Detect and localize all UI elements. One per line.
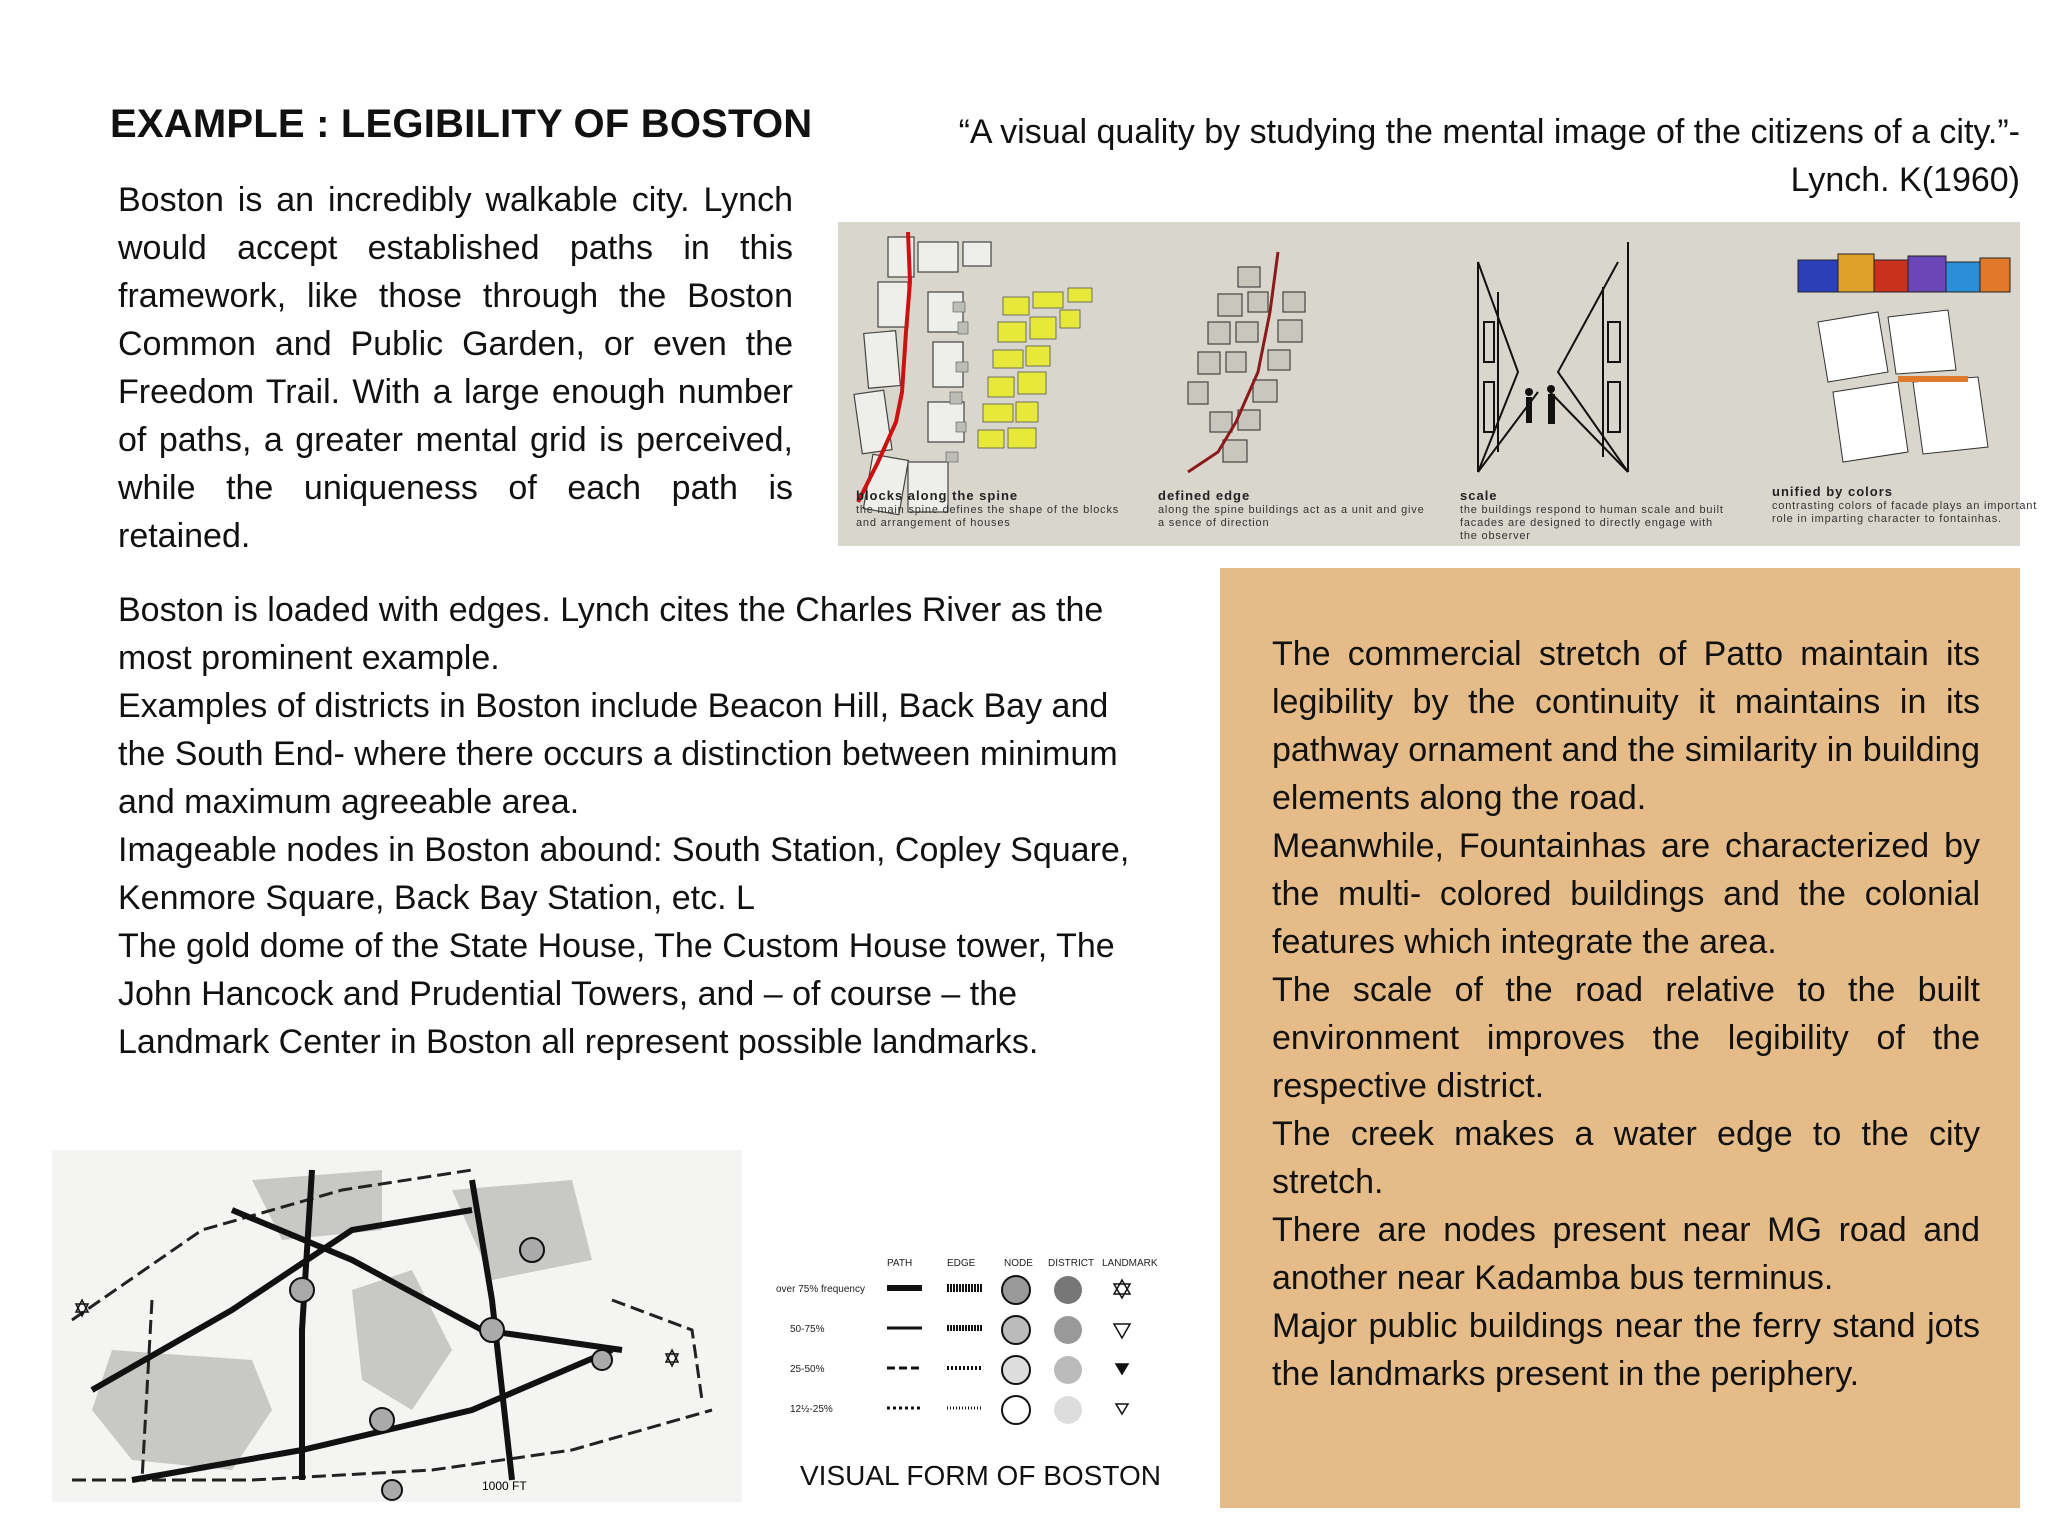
legend-nodes	[1002, 1276, 1030, 1424]
lynch-quote: “A visual quality by studying the mental image of the citizens of a city.”- Lynch. K(1960)	[958, 113, 2020, 199]
legend-row-3: 25-50%	[790, 1364, 825, 1375]
edges-text: Boston is loaded with edges. Lynch cites the Charles River as the most prominent example.	[118, 591, 1104, 677]
panel-para-fountainhas: Meanwhile, Fountainhas are characterized by the multi- colored buildings and the colonial features which integrate the area.	[1272, 827, 1980, 961]
panel-para-nodes: There are nodes present near MG road and another near Kadamba bus terminus.	[1272, 1211, 1980, 1297]
patto-fontainhas-panel	[1220, 568, 2020, 1508]
orange-strip	[1898, 376, 1968, 382]
legend-header-node: NODE	[1004, 1258, 1033, 1269]
legend-row-2: 50-75%	[790, 1324, 825, 1335]
legend-drawing	[772, 1246, 1172, 1426]
sketch-desc-edge: along the spine buildings act as a unit and give a sence of direction	[1158, 504, 1425, 529]
panel-para-patto: The commercial stretch of Patto maintain its legibility by the continuity it maintains in its pathway ornament and the similarity in building elements along the road.	[1272, 635, 1980, 817]
boston-map-drawing	[52, 1150, 742, 1502]
sketch-desc-spine: the main spine defines the shape of the blocks and arrangement of houses	[856, 504, 1120, 529]
elements-paragraph	[118, 586, 1158, 1066]
sketch-label-spine: blocks along the spine	[856, 488, 1019, 503]
legend-landmarks	[1114, 1280, 1130, 1414]
legend-row-4: 12½-25%	[790, 1404, 833, 1415]
edge-sketch	[1188, 267, 1305, 462]
districts-text: Examples of districts in Boston include Beacon Hill, Back Bay and the South End- where there occurs a distinction between minimum and maximum agreeable area.	[118, 687, 1118, 821]
map-scale-label: 1000 FT	[482, 1479, 527, 1493]
legend-header-landmark: LANDMARK	[1102, 1258, 1158, 1269]
sketch-label-scale: scale	[1460, 488, 1498, 503]
legend-districts	[1054, 1276, 1082, 1424]
district-blocks	[978, 288, 1092, 448]
sketch-desc-scale: the buildings respond to human scale and built facades are designed to directly engage with the observer	[1460, 504, 1724, 542]
nodes-text: Imageable nodes in Boston abound: South Station, Copley Square, Kenmore Square, Back Bay Station, etc. L	[118, 831, 1130, 917]
sketch-strip	[838, 222, 2038, 546]
color-facades	[1798, 254, 2010, 292]
boston-map	[52, 1150, 742, 1502]
panel-para-landmarks: Major public buildings near the ferry stand jots the landmarks present in the periphery.	[1272, 1307, 1980, 1393]
legend-header-path: PATH	[887, 1258, 913, 1269]
map-districts	[92, 1170, 592, 1470]
page-title: EXAMPLE : LEGIBILITY OF BOSTON	[110, 102, 813, 146]
legend-row-1: over 75% frequency	[776, 1284, 865, 1295]
legend-path-lines	[887, 1288, 922, 1408]
panel-para-creek: The creek makes a water edge to the city stretch.	[1272, 1115, 1980, 1201]
legend-header-district: DISTRICT	[1048, 1258, 1095, 1269]
landmarks-text: The gold dome of the State House, The Custom House tower, The John Hancock and Prudential Towers, and – of course – the Landmark Center in Boston all represent possible landmarks.	[118, 927, 1115, 1061]
panel-para-scale: The scale of the road relative to the built environment improves the legibility of the respective district.	[1272, 971, 1980, 1105]
legend-edge-lines	[947, 1288, 982, 1408]
scale-sketch	[1478, 242, 1628, 472]
map-caption: VISUAL FORM OF BOSTON	[800, 1460, 1161, 1491]
sketch-label-edge: defined edge	[1158, 488, 1251, 503]
panel-text	[1272, 630, 1980, 1398]
plan-blocks	[1818, 310, 1988, 462]
sketch-desc-colors: contrasting colors of facade plays an important role in imparting character to fontainhas.	[1772, 500, 2038, 525]
map-legend	[772, 1246, 1172, 1426]
paths-paragraph: Boston is an incredibly walkable city. Lynch would accept established paths in this framework, like those through the Boston Common and Public Garden, or even the Freedom Trail. With a large enough number of paths, a greater mental grid is perceived, while the uniqueness of each path is retained.	[118, 181, 793, 555]
people-figures	[1525, 385, 1555, 424]
sketch-label-colors: unified by colors	[1772, 484, 1894, 499]
legend-header-edge: EDGE	[947, 1258, 976, 1269]
